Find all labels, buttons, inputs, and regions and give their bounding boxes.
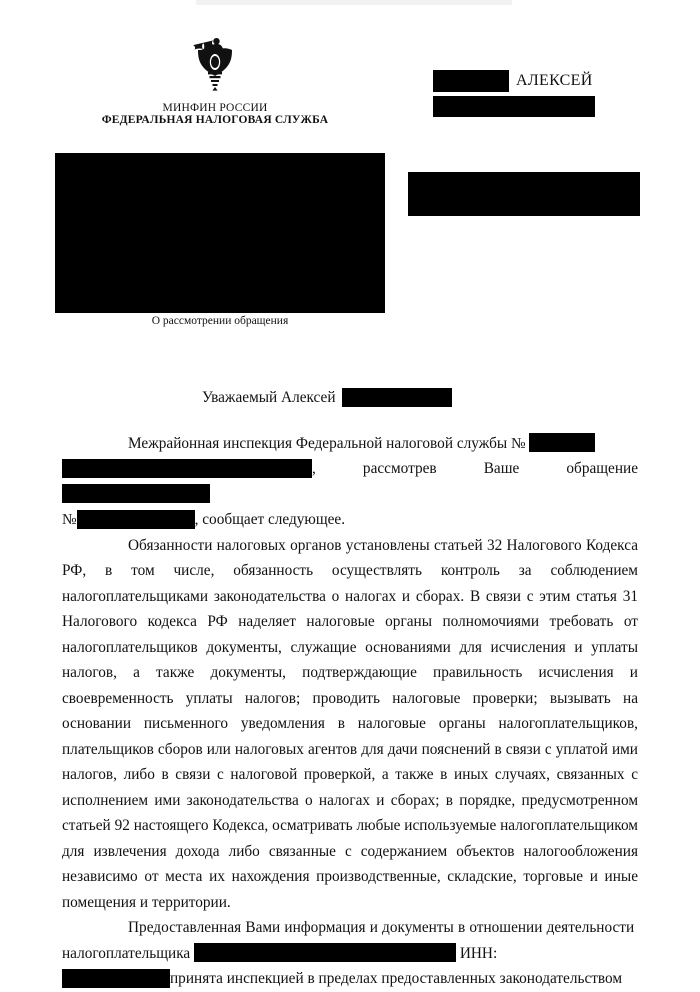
- scan-edge-artifact: [0, 0, 700, 9]
- redaction-addressee-prefix: [433, 70, 509, 92]
- redaction-patronymic: [342, 388, 452, 407]
- redaction-taxpayer-name: [194, 943, 456, 962]
- redaction-inspection-number: [529, 433, 595, 452]
- letterhead: [0, 38, 430, 126]
- subject-line: О рассмотрении обращения: [151, 315, 289, 327]
- paragraph-1: Межрайонная инспекция Федеральной налоговой службы № , рассмотрев Ваше обращение № , сообщает следующее.: [62, 434, 638, 528]
- greeting-line: [62, 385, 638, 411]
- redaction-addressee-address: [408, 172, 640, 216]
- redaction-letterhead-details: [55, 153, 385, 313]
- paragraph-3: Предоставленная Вами информация и документы в отношении деятельности налогоплательщика ИНН: принята инспекцией в пределах предоставленных законодательством: [62, 919, 638, 987]
- org-name-service: ФЕДЕРАЛЬНАЯ НАЛОГОВАЯ СЛУЖБА: [101, 114, 329, 126]
- redaction-inspection-name: [62, 459, 312, 478]
- redaction-appeal-number: [77, 510, 195, 529]
- addressee-block: [433, 70, 683, 117]
- document-body: [62, 385, 638, 992]
- greeting-text: Уважаемый Алексей: [202, 389, 336, 406]
- paragraph-2: Обязанности налоговых органов установлены статьей 32 Налогового Кодекса РФ, в том числе, обязанность осуществлять контроль за соблюдением налогоплательщиками законодательства о налогах и сборах. В связи с этим статья 31 Налогового кодекса РФ наделяет налоговые органы полномочиями требовать от налогоплательщиков документы, служащие основаниями для исчисления и уплаты налогов, а также документы, подтверждающие правильность исчисления и своевременность уплаты налогов; проводить налоговые проверки; вызывать на основании письменного уведомления в налоговые органы налогоплательщиков, плательщиков сборов или налоговых агентов для дачи пояснений в связи с уплатой ими налогов, либо в связи с налоговой проверкой, а также в иных случаях, связанных с исполнением ими законодательства о налогах и сборах; в порядке, предусмотренном статьей 92 настоящего Кодекса, осматривать любые используемые налогоплательщиком для извлечения дохода либо связанные с содержанием объектов налогообложения независимо от места их нахождения производственные, складские, торговые и иные помещения и территории.: [62, 536, 638, 911]
- org-name-ministry: МИНФИН РОССИИ: [162, 102, 268, 114]
- russian-coat-of-arms-icon: [192, 38, 238, 94]
- redaction-appeal-date: [62, 484, 210, 503]
- redaction-addressee-line-2: [433, 96, 595, 117]
- addressee-name-row: [433, 70, 683, 92]
- addressee-name: АЛЕКСЕЙ: [516, 72, 593, 89]
- redaction-taxpayer-inn: [62, 969, 170, 988]
